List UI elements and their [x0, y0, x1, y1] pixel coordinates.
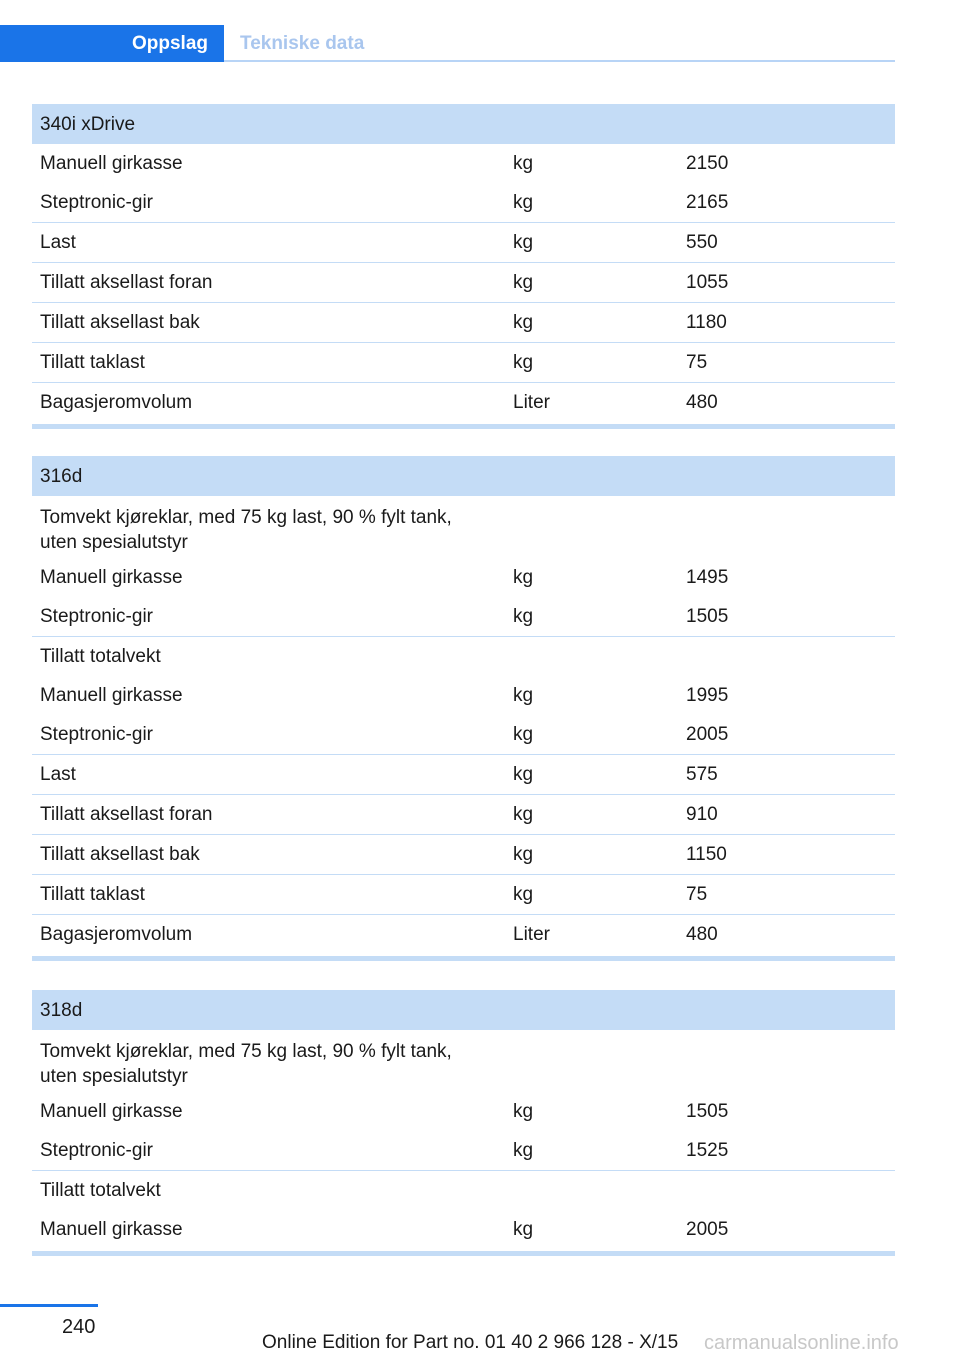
table-row [32, 262, 895, 302]
row-unit: kg [513, 1100, 534, 1122]
row-value: 575 [686, 763, 718, 785]
row-value: 1505 [686, 1100, 729, 1122]
table-row [32, 183, 895, 222]
row-unit: kg [513, 311, 534, 333]
row-label: Last [40, 232, 76, 253]
row-label: Manuell girkasse [40, 153, 183, 174]
row-value: 1995 [686, 684, 729, 706]
row-label: Bagasjeromvolum [40, 392, 193, 413]
table-row [32, 754, 895, 794]
spec-table-340i-xdrive [32, 104, 895, 429]
row-label: Last [40, 764, 76, 785]
row-label: Tillatt taklast [40, 352, 145, 373]
row-unit: kg [513, 883, 534, 905]
tab-oppslag[interactable]: Oppslag [0, 25, 224, 62]
row-label: Tillatt taklast [40, 884, 145, 905]
table-row [32, 302, 895, 342]
table-end-rule [32, 424, 895, 429]
page-number: 240 [62, 1316, 96, 1338]
row-label: Manuell girkasse [40, 1219, 183, 1240]
row-unit: kg [513, 231, 534, 253]
row-label: Tillatt aksellast foran [40, 272, 213, 293]
row-label: Tillatt totalvekt [40, 1180, 161, 1201]
row-label: Manuell girkasse [40, 567, 183, 588]
row-unit: kg [513, 763, 534, 785]
row-label: Steptronic-gir [40, 192, 153, 213]
table-row [32, 1030, 895, 1092]
header-divider [224, 60, 895, 62]
row-label: Bagasjeromvolum [40, 924, 193, 945]
table-row [32, 1092, 895, 1131]
watermark: carmanualsonline.info [704, 1332, 899, 1354]
row-value: 480 [686, 923, 718, 945]
row-label: Tillatt aksellast foran [40, 804, 213, 825]
table-row [32, 597, 895, 636]
table-row [32, 676, 895, 715]
row-label: Steptronic-gir [40, 606, 153, 627]
table-row [32, 1131, 895, 1170]
row-unit: kg [513, 351, 534, 373]
row-value: 2005 [686, 1218, 729, 1240]
table-row [32, 342, 895, 382]
table-end-rule [32, 956, 895, 961]
row-unit: kg [513, 191, 534, 213]
table-title-row [32, 990, 895, 1030]
row-value: 550 [686, 231, 718, 253]
row-label: Steptronic-gir [40, 724, 153, 745]
table-title: 318d [40, 999, 83, 1021]
table-row [32, 1170, 895, 1210]
row-label: Manuell girkasse [40, 1101, 183, 1122]
edition-note: Online Edition for Part no. 01 40 2 966 128 - X/15 [262, 1332, 679, 1353]
table-row [32, 382, 895, 422]
row-unit: kg [513, 566, 534, 588]
table-row [32, 558, 895, 597]
table-row [32, 715, 895, 754]
table-title-row [32, 104, 895, 144]
table-end-rule [32, 1251, 895, 1256]
row-label: Manuell girkasse [40, 685, 183, 706]
row-value: 75 [686, 351, 708, 373]
row-unit: kg [513, 152, 534, 174]
row-label: Tillatt totalvekt [40, 646, 161, 667]
spec-table-318d [32, 990, 895, 1256]
table-title: 340i xDrive [40, 113, 136, 135]
row-unit: kg [513, 803, 534, 825]
row-unit: kg [513, 1218, 534, 1240]
row-value: 1495 [686, 566, 729, 588]
table-row [32, 914, 895, 954]
table-row [32, 1210, 895, 1249]
row-value: 1525 [686, 1139, 729, 1161]
row-value: 75 [686, 883, 708, 905]
table-row [32, 834, 895, 874]
table-title-row [32, 456, 895, 496]
table-row [32, 496, 895, 558]
footer-accent-line [0, 1304, 98, 1307]
row-value: 1055 [686, 271, 729, 293]
row-value: 480 [686, 391, 718, 413]
row-label: Tillatt aksellast bak [40, 844, 200, 865]
row-unit: kg [513, 1139, 534, 1161]
row-value: 1505 [686, 605, 729, 627]
row-unit: Liter [513, 923, 550, 945]
row-label: Tomvekt kjøreklar, med 75 kg last, 90 % fylt tank, uten spesialutstyr [40, 507, 452, 553]
table-row [32, 144, 895, 183]
page-header [0, 25, 895, 62]
row-label: Tomvekt kjøreklar, med 75 kg last, 90 % fylt tank, uten spesialutstyr [40, 1041, 452, 1087]
row-value: 1150 [686, 843, 727, 865]
table-row [32, 222, 895, 262]
spec-table-316d [32, 456, 895, 961]
row-label: Steptronic-gir [40, 1140, 153, 1161]
row-value: 1180 [686, 311, 727, 333]
tab-tekniske-data[interactable]: Tekniske data [240, 32, 365, 54]
row-unit: kg [513, 723, 534, 745]
row-value: 2150 [686, 152, 729, 174]
row-unit: Liter [513, 391, 550, 413]
row-unit: kg [513, 684, 534, 706]
row-label: Tillatt aksellast bak [40, 312, 200, 333]
table-row [32, 794, 895, 834]
table-title: 316d [40, 465, 83, 487]
row-unit: kg [513, 605, 534, 627]
row-unit: kg [513, 271, 534, 293]
table-row [32, 874, 895, 914]
row-unit: kg [513, 843, 534, 865]
row-value: 2165 [686, 191, 729, 213]
table-row [32, 636, 895, 676]
row-value: 910 [686, 803, 718, 825]
row-value: 2005 [686, 723, 729, 745]
